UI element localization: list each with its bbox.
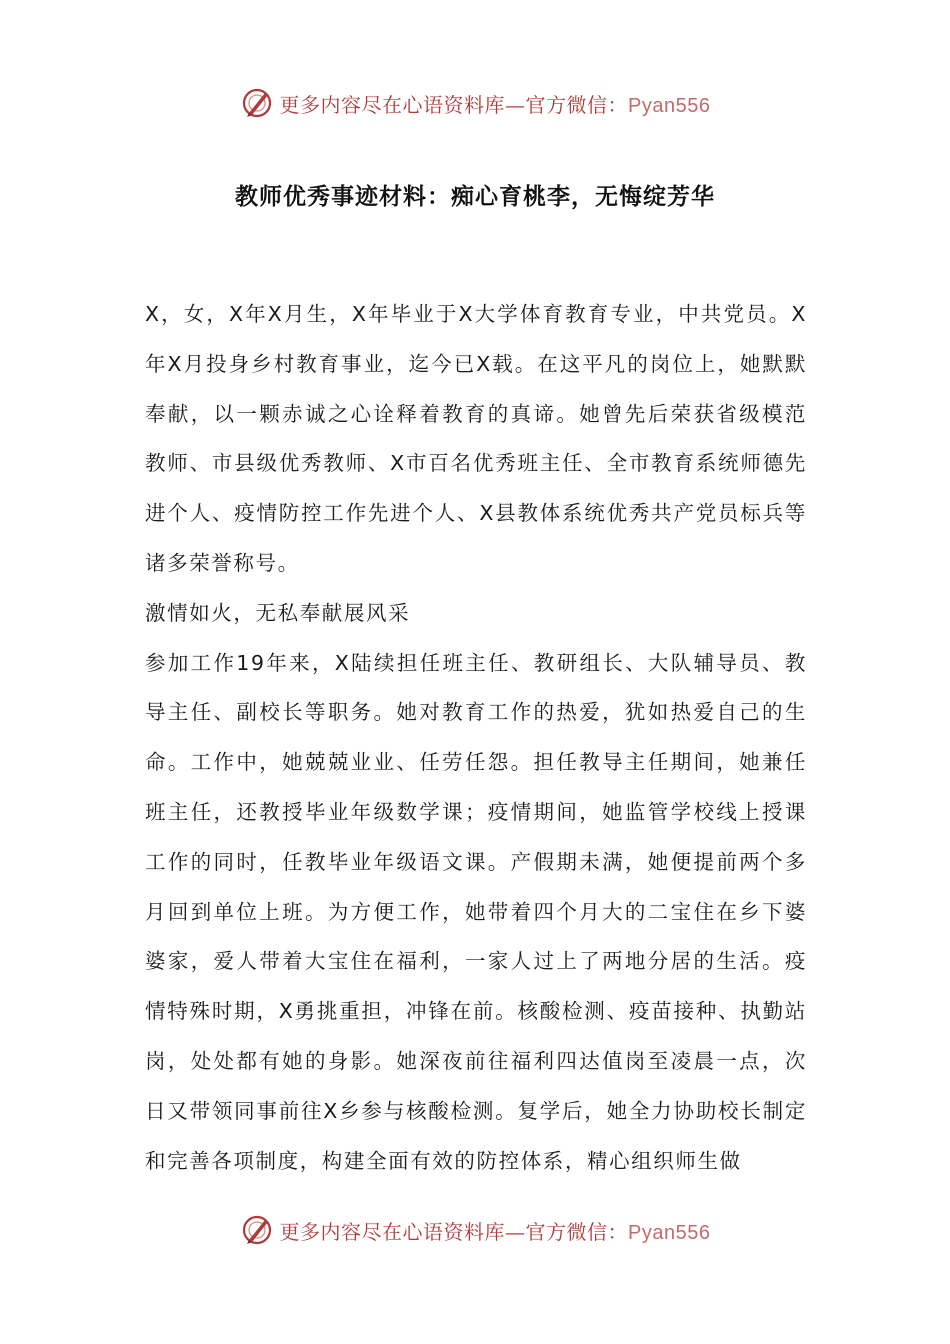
banner-text: 更多内容尽在心语资料库—官方微信： [279,1219,629,1244]
banner-wechat-handle: Pyan556 [628,1221,711,1244]
document-title: 教师优秀事迹材料：痴心育桃李，无悔绽芳华 [235,183,715,210]
document-body [145,290,807,1186]
banner-text: 更多内容尽在心语资料库—官方微信： [279,92,629,117]
quill-pen-circle-icon [240,1213,274,1247]
body-paragraph: 参加工作19年来，X陆续担任班主任、教研组长、大队辅导员、教导主任、副校长等职务。她对教育工作的热爱，犹如热爱自己的生命。工作中，她兢兢业业、任劳任怨。担任教导主任期间，她兼任班主任，还教授毕业年级数学课；疫情期间，她监管学校线上授课工作的同时，任教毕业年级语文课。产假期未满，她便提前两个多月回到单位上班。为方便工作，她带着四个月大的二宝住在乡下婆婆家，爱人带着大宝住在福利，一家人过上了两地分居的生活。疫情特殊时期，X勇挑重担，冲锋在前。核酸检测、疫苗接种、执勤站岗，处处都有她的身影。她深夜前往福利四达值岗至凌晨一点，次日又带领同事前往X乡参与核酸检测。复学后，她全力协助校长制定和完善各项制度，构建全面有效的防控体系，精心组织师生做 [145,650,807,1173]
banner-wechat-handle: Pyan556 [628,94,711,117]
intro-paragraph: X，女，X年X月生，X年毕业于X大学体育教育专业，中共党员。X年X月投身乡村教育事业，迄今已X载。在这平凡的岗位上，她默默奉献，以一颗赤诚之心诠释着教育的真谛。她曾先后荣获省级模范教师、市县级优秀教师、X市百名优秀班主任、全市教育系统师德先进个人、疫情防控工作先进个人、X县教体系统优秀共产党员标兵等诸多荣誉称号。 [145,302,807,575]
header-watermark-banner [0,83,950,123]
quill-pen-circle-icon [240,86,274,120]
section-heading: 激情如火，无私奉献展风采 [145,600,411,625]
footer-watermark-banner [0,1210,950,1250]
